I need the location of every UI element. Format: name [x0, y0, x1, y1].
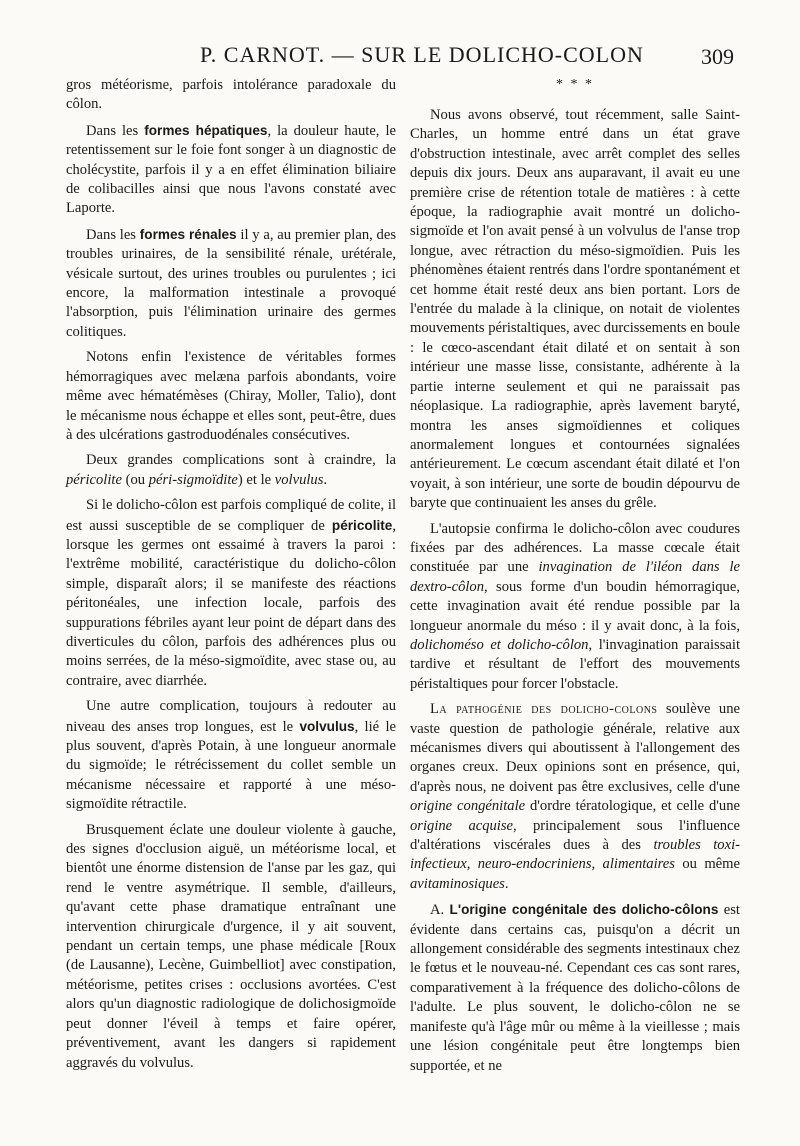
paragraph: Brusquement éclate une douleur violente à gauche, des signes d'occlusion aiguë, un météorisme local, et bientôt une énorme distension de l'anse par les gaz, qui rend le ventre asymétrique. Il semble, d'ailleurs, qu'avant cette phase dramatique entraînant une intervention chirurgicale d'urgence, il y ait souvent, pendant un certain temps, une phase médicale [Roux (de Lausanne), Lecène, Guimbelliot] avec constipation, météorisme, petites crises : occlusions avortées. C'est alors qu'un diagnostic radiologique de dolichosigmoïde peut donner l'éveil à temps et faire opérer, préventivement, avant les dangers si rapidement aggravés du volvulus.	[66, 821, 396, 1071]
bold-term: volvulus	[299, 718, 355, 734]
paragraph: Dans les formes hépatiques, la douleur haute, le retentissement sur le foie font songer à un diagnostic de cholécystite, parfois il y a en effet élimination biliaire de colibacilles ainsi que nous l'avons constaté avec Laporte.	[66, 122, 396, 217]
paragraph: Une autre complication, toujours à redouter au niveau des anses trop longues, est le volvulus, lié le plus souvent, d'après Potain, à une longueur anormale du sigmoïde; le rétrécissement du collet semble un mécanisme nécessaire et rapporté à une méso-sigmoïdite rétractile.	[66, 698, 396, 813]
paragraph: Deux grandes complications sont à craindre, la péricolite (ou péri-sigmoïdite) et le volvulus.	[66, 452, 396, 488]
small-caps-heading: La pathogénie des dolicho-colons	[430, 701, 658, 718]
italic-term: volvulus	[274, 471, 324, 488]
paragraph: Dans les formes rénales il y a, au premier plan, des troubles urinaires, de la sensibilité rénale, urétérale, vésicale surtout, des urines troubles ou purulentes ; ici encore, la malformation intestinale a provoqué l'absorption, puis l'élimination urinaire des germes colitiques.	[66, 226, 396, 340]
left-column	[66, 76, 396, 1079]
bold-term: péricolite	[331, 517, 393, 533]
italic-term: troubles toxi-infectieux, neuro-endocriniens, alimentaires	[410, 837, 740, 873]
italic-term: invagination de l'iléon dans le dextro-côlon	[410, 559, 740, 595]
bold-heading: L'origine congénitale des dolicho-côlons	[449, 902, 719, 918]
paragraph: Notons enfin l'existence de véritables formes hémorragiques avec melæna parfois abondants, voire même avec hématémèses (Chiray, Moller, Talio), dont le mécanisme nous échappe et elles sont, peut-être, dues à des ulcérations gastroduodénales consécutives.	[66, 349, 396, 443]
italic-term: origine congénitale	[410, 798, 526, 815]
italic-term: dolichoméso et dolicho-côlon	[410, 636, 589, 653]
paragraph: gros météorisme, parfois intolérance paradoxale du côlon.	[66, 77, 396, 113]
section-separator: * * *	[556, 77, 594, 92]
paragraph: Si le dolicho-côlon est parfois compliqué de colite, il est aussi susceptible de se compliquer de péricolite, lorsque les germes ont essaimé à travers la paroi : l'extrême mobilité, caractéristique du dolicho-côlon simple, disparaît alors; il se manifeste des réactions péritonéales, une infection locale, parfois des suppurations fébriles ayant leur point de départ dans des diverticules du côlon, parfois des adhérences plus ou moins serrées, de la méso-sigmoïdite, avec stase ou, au contraire, avec diarrhée.	[66, 497, 396, 689]
paragraph: L'autopsie confirma le dolicho-côlon avec coudures fixées par des adhérences. La masse cœcale était constituée par une invagination de l'iléon dans le dextro-côlon, sous forme d'un boudin hémorragique, cette invagination avait été rendue possible par la longueur anormale du méso : il y avait donc, à la fois, dolichoméso et dolicho-côlon, l'invagination paraissait tardive et résultant de l'effort des mouvements péristaltiques pour forcer l'obstacle.	[410, 520, 740, 692]
italic-term: péricolite	[66, 471, 122, 488]
bold-term: formes rénales	[139, 226, 237, 242]
italic-term: origine acquise	[410, 817, 514, 834]
paragraph: A. L'origine congénitale des dolicho-côlons est évidente dans certains cas, puisqu'on a décrit un allongement considérable des segments intestinaux chez le fœtus et le nouveau-né. Cependant ces cas sont rares, comparativement à la fréquence des dolicho-côlons de l'adulte. Le plus souvent, le dolicho-côlon ne se manifeste qu'à l'âge mûr ou même à la vieillesse ; mais une lésion congénitale peut être longtemps bien supportée, et ne	[410, 902, 740, 1074]
paragraph: La pathogénie des dolicho-colons soulève une vaste question de pathologie générale, relative aux mécanismes divers qui aboutissent à l'allongement des organes creux. Deux opinions sont en présence, qui, d'après nous, ne doivent pas être exclusives, celle d'une origine congénitale d'ordre tératologique, et celle d'une origine acquise, principalement sous l'influence d'altérations viscérales dues à des troubles toxi-infectieux, neuro-endocriniens, alimentaires ou même avitaminosiques.	[410, 701, 740, 892]
bold-term: formes hépatiques	[144, 122, 268, 138]
italic-term: péri-sigmoïdite	[148, 471, 238, 488]
italic-term: avitaminosiques	[410, 875, 505, 892]
page-number: 309	[701, 44, 734, 69]
right-column	[410, 76, 740, 1082]
page-header	[0, 42, 800, 72]
paragraph: Nous avons observé, tout récemment, salle Saint-Charles, un homme entré dans un état grave d'obstruction intestinale, avec arrêt complet des selles depuis dix jours. Deux ans auparavant, il avait eu une première crise de rétention totale de matières : à cette époque, la radiographie avait montré un dolicho-sigmoïde et l'on avait pensé à un volvulus de l'anse trop longue, avec rétraction du méso-sigmoïdien. Puis les phénomènes étaient rentrés dans l'ordre spontanément et cet homme était resté deux ans bien portant. Lors de l'entrée du malade à la clinique, on notait de violentes mouvements péristaltiques, avec durcissements en boule : le cœco-ascendant était dilaté et on sentait à son intérieur une masse lisse, consistante, adhérente à la partie interne seulement et qui ne paraissait pas néoplasique. La radiographie, après lavement baryté, montra les anses sigmoïdiennes et coliques anormalement longues et contournées signalées antérieurement. Le cœcum ascendant était dilaté et l'on voyait, à son intérieur, une sorte de boudin dépourvu de baryte que continuaient les anses du grêle.	[410, 107, 740, 512]
running-title: P. CARNOT. — SUR LE DOLICHO-COLON	[200, 42, 644, 67]
